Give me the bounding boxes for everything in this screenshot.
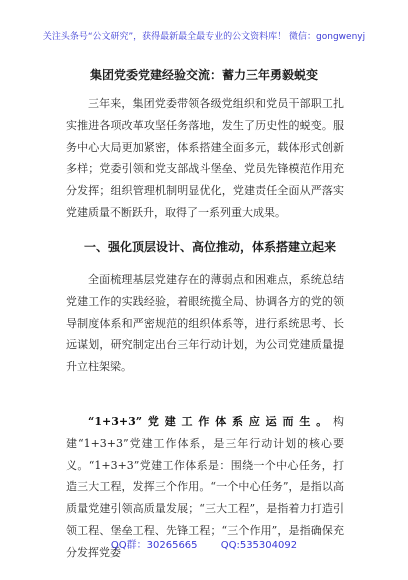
contact-footer	[0, 536, 408, 551]
qq-number: QQ:535304092	[220, 540, 298, 551]
paragraph-section-1: 全面梳理基层党建存在的薄弱点和困难点，系统总结党建工作的实践经验，着眼统揽全局、协调各方的党的领导制度体系和严密规范的组织体系等，进行系统思考、长远谋划，研究制定出台三年行动计划，为公司党建质量提升立柱架梁。	[66, 273, 344, 374]
document-title: 集团党委党建经验交流：蓄力三年勇毅蜕变	[89, 68, 318, 82]
paragraph-body: 构建“1+3+3”党建工作体系，是三年行动计划的核心要义。“1+3+3”党建工作体系是：围绕一个中心任务，打造三大工程，发挥三个作用。“一个中心任务”，是指以高质量党建引领高质量发展；“三大工程”，是指着力打造引领工程、堡垒工程、先锋工程；“三个作用”，是指确保充分发挥党委	[66, 415, 344, 559]
section-heading-1: 一、强化顶层设计、高位推动，体系搭建立起来	[84, 240, 337, 254]
promo-banner: 关注头条号“公文研究”，获得最新最全最专业的公文资料库！ 微信：gongwenyj	[42, 32, 366, 42]
paragraph-intro: 三年来，集团党委带领各级党组织和党员干部职工扎实推进各项改革攻坚任务落地，发生了历史性的蜕变。服务中心大局更加紧密，体系搭建全面多元，载体形式创新多样；党委引领和党支部战斗堡垒、党员先锋模范作用充分发挥；组织管理机制明显优化，党建责任全面从严落实党建质量不断跃升，取得了一系列重大成果。	[66, 97, 344, 219]
qq-group: QQ群：30265665	[110, 540, 198, 551]
paragraph-lead: “1+3+3”党建工作体系应运而生。	[88, 415, 333, 428]
